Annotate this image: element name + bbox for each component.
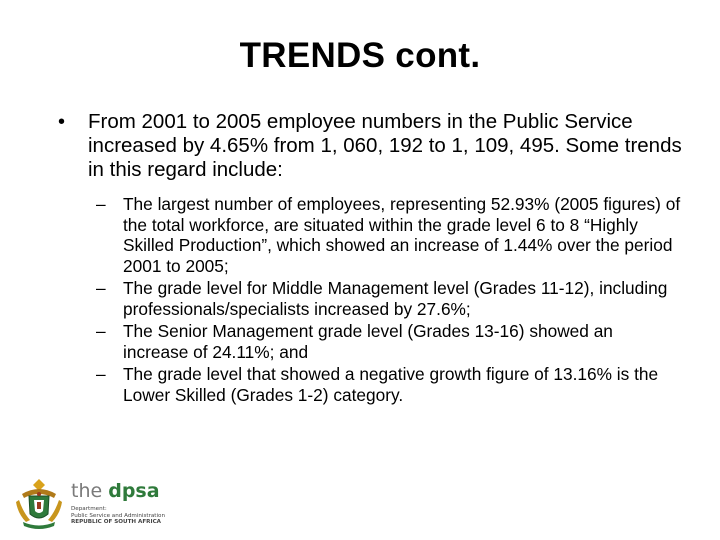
logo-prefix: the: [71, 480, 109, 502]
sub-bullet-text: The Senior Management grade level (Grades 13-16) showed an increase of 24.11%; and: [123, 321, 613, 362]
logo-subtitle: [71, 506, 181, 526]
logo-name: dpsa: [108, 480, 160, 502]
sub-bullet-text: The grade level for Middle Management level (Grades 11-12), including professionals/specialists increased by 27.6%;: [123, 278, 668, 319]
dpsa-logo: [14, 476, 184, 530]
slide-title: TRENDS cont.: [239, 36, 481, 75]
dash-icon: –: [96, 321, 106, 341]
sub-bullet-text: The largest number of employees, representing 52.93% (2005 figures) of the total workforce, are situated within the grade level 6 to 8 “Highly Skilled Production”, which showed an increase of 1.44% over the period 2001 to 2005;: [123, 194, 681, 276]
sub-bullet-item: [30, 278, 690, 319]
dash-icon: –: [96, 364, 106, 384]
dash-icon: –: [96, 194, 106, 214]
coat-of-arms-icon: [14, 476, 64, 530]
sub-bullet-list: [30, 194, 690, 405]
bullet-icon: •: [58, 111, 66, 133]
main-bullet-text: From 2001 to 2005 employee numbers in the Public Service increased by 4.65% from 1, 060, 192 to 1, 109, 495. Some trends in this regard include:: [88, 110, 682, 181]
logo-line-1: Department:: [71, 506, 107, 512]
logo-line-3: REPUBLIC OF SOUTH AFRICA: [71, 519, 161, 526]
logo-wordmark: [71, 480, 160, 502]
sub-bullet-item: [30, 364, 690, 405]
sub-bullet-text: The grade level that showed a negative growth figure of 13.16% is the Lower Skilled (Grades 1-2) category.: [123, 364, 659, 405]
dash-icon: –: [96, 278, 106, 298]
sub-bullet-item: [30, 194, 690, 276]
sub-bullet-item: [30, 321, 690, 362]
slide-body: [30, 110, 690, 407]
logo-line-2: Public Service and Administration: [71, 512, 166, 519]
main-bullet-item: [30, 110, 690, 182]
